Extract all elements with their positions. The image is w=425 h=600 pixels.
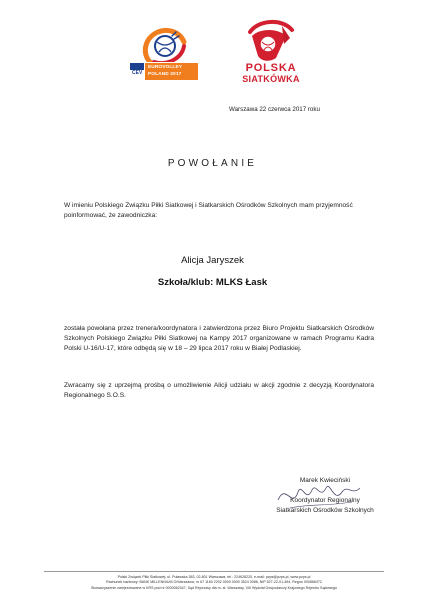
body-paragraph: została powołana przez trenera/koordynatora i zatwierdzona przez Biuro Projektu Siatkarskich Ośrodków Szkolnych Polskiego Związku Piłki Siatkowej na Kampy 2017 organizowane w ramach Programu Kadra Polski U-16/U-17, które odbędą się w 18 – 29 lipca 2017 roku w Białej Podlaskiej. [64,325,374,352]
footer-address: Polski Związek Piłki Siatkowej, ul. Puławska 383, 02-801 Warszawa, tel.: 224628220, e-mail: pzps@pzps.pl, www.pzps.pl [117,575,311,579]
polska-siatkowka-subtitle: SIATKÓWKA [242,74,300,84]
signatory-name: Marek Kwieciński [299,477,351,484]
footer-bank: Rachunek bankowy: BANK MILLENNIUM O/Warszawa, nr 67 1160 2202 0000 0000 3524 0086, NIP 527-22-01-494, Regon 000866372 [106,580,322,585]
eurovolley-label: EUROVOLLEY [148,65,183,70]
letter-date: Warszawa 22 czerwca 2017 roku [229,106,320,113]
polska-siatkowka-title: POLSKA [245,62,297,74]
signatory-title-line2: Siatkarskich Ośrodków Szkolnych [276,507,374,514]
footer-registration: Stowarzyszenie zarejestrowane w KRS pod nr 0000062347, Sąd Rejonowy dla m. st. Warszawy, XIII Wydział Gospodarczy Krajowego Rejestru Sądowego [90,585,338,590]
intro-paragraph: W imieniu Polskiego Związku Piłki Siatkowej i Siatkarskich Ośrodków Szkolnych mam przyjemność poinformować, że zawodniczka: [64,202,353,219]
signatory-title-line1: Koordynator Regionalny [290,497,360,504]
eurovolley-year-label: POLAND 2017 [148,72,182,77]
letter-footer [44,571,384,591]
request-paragraph: Zwracamy się z uprzejmą prośbą o umożliwienie Alicji udziału w akcji zgodnie z decyzją Koordynatora Regionalnego S.O.S. [64,382,374,399]
eurovolley-logo-band [128,62,198,90]
player-name: Alicja Jaryszek [181,255,244,266]
letter-heading: POWOŁANIE [167,158,258,169]
player-club: Szkoła/klub: MLKS Łask [157,277,268,288]
polska-siatkowka-logo-mark [232,18,312,68]
cev-label: CEV [132,70,143,76]
